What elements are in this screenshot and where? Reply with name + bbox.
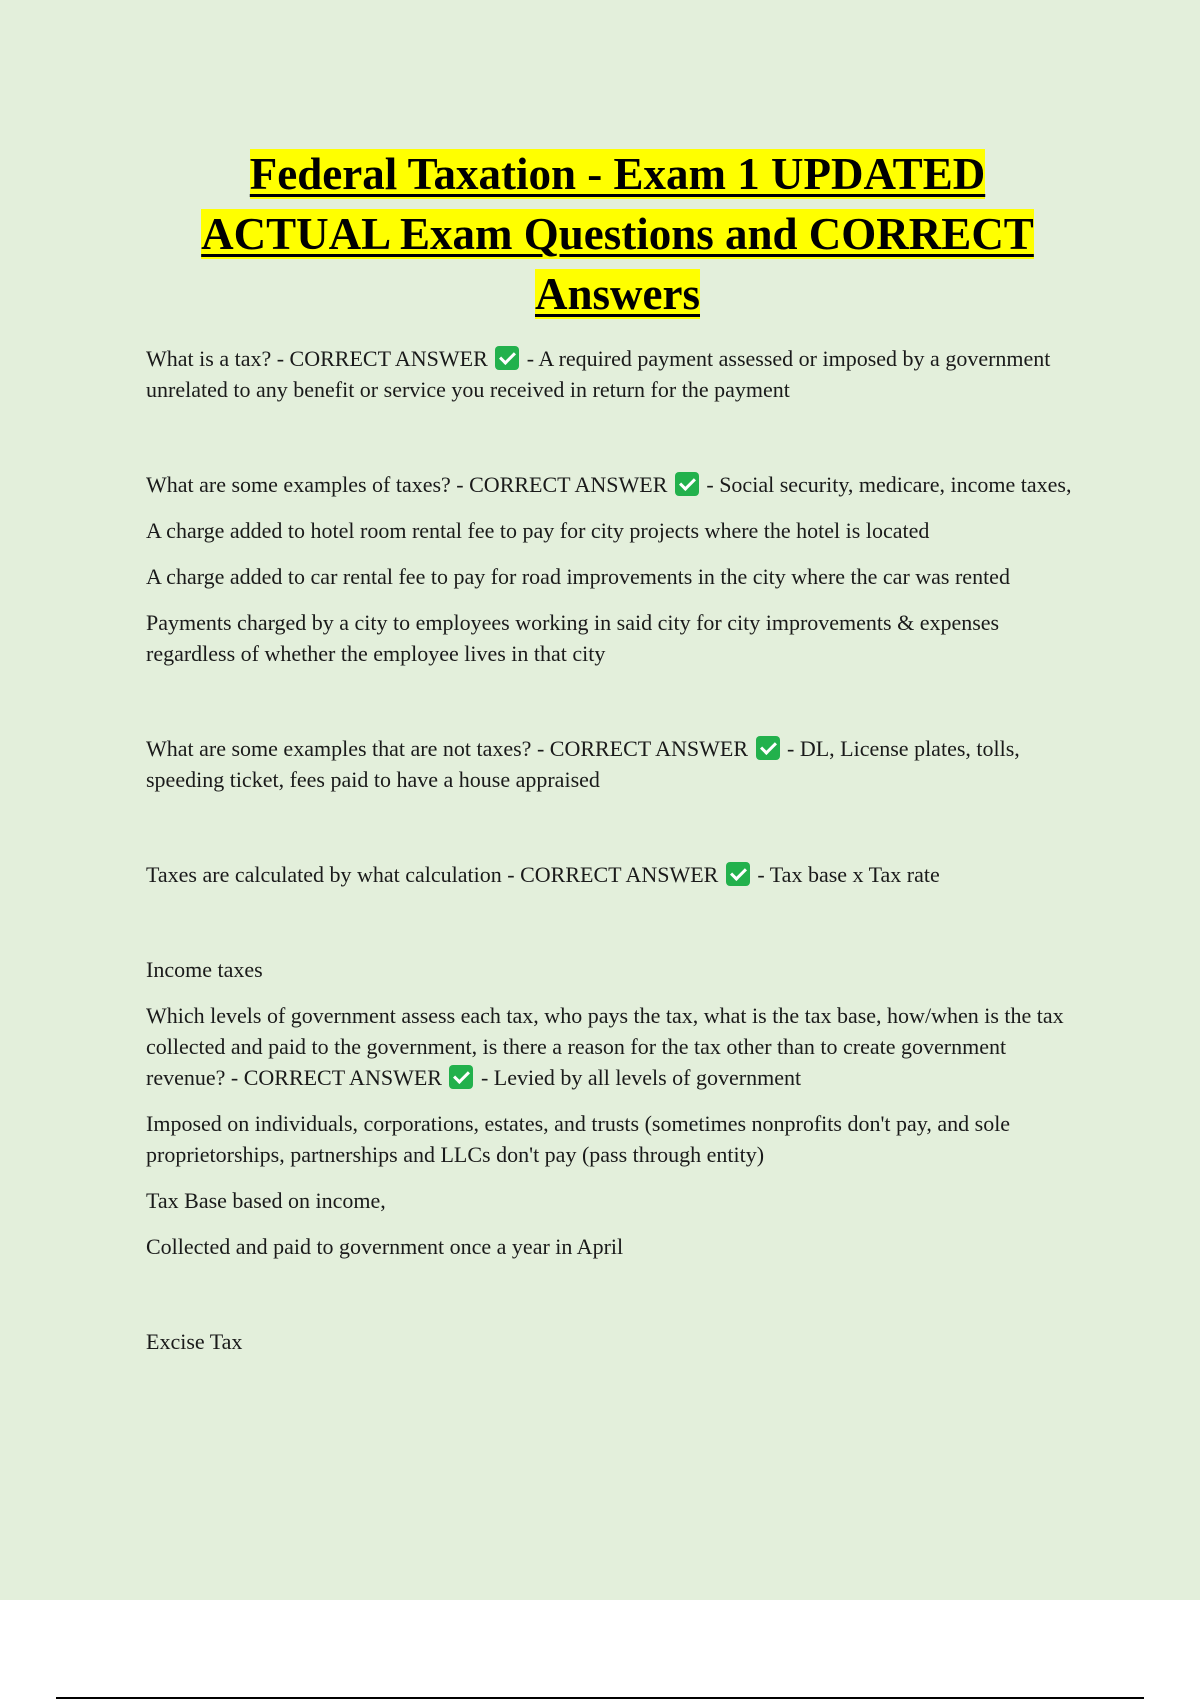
answer-paragraph: Payments charged by a city to employees working in said city for city improvements & expenses regardless of whether the employee lives in that city — [146, 610, 1000, 666]
section-heading: Excise Tax — [146, 1329, 243, 1354]
question-text: What is a tax? - CORRECT ANSWER — [146, 346, 488, 371]
footer-divider — [56, 1697, 1144, 1699]
document-body — [146, 343, 1086, 1357]
qa-item — [146, 733, 1086, 795]
qa-item — [146, 469, 1086, 500]
qa-item — [146, 343, 1086, 405]
check-icon — [756, 736, 780, 760]
answer-text: - Tax base x Tax rate — [757, 862, 940, 887]
answer-paragraph: Tax Base based on income, — [146, 1188, 386, 1213]
answer-paragraph: A charge added to car rental fee to pay for road improvements in the city where the car was rented — [146, 564, 1010, 589]
check-icon — [675, 472, 699, 496]
answer-text: - Social security, medicare, income taxes, — [706, 472, 1072, 497]
answer-paragraph: Imposed on individuals, corporations, estates, and trusts (sometimes nonprofits don't pay, and sole proprietorships, partnerships and LLCs don't pay (pass through entity) — [146, 1111, 1011, 1167]
answer-text: - A required payment assessed or imposed by a government unrelated to any benefit or service you received in return for the payment — [146, 346, 1051, 402]
qa-item — [146, 859, 1086, 890]
answer-paragraph: Collected and paid to government once a year in April — [146, 1234, 624, 1259]
title-line-2: ACTUAL Exam Questions and CORRECT — [201, 209, 1034, 259]
check-icon — [495, 346, 519, 370]
check-icon — [449, 1065, 473, 1089]
question-text: What are some examples that are not taxes? - CORRECT ANSWER — [146, 736, 749, 761]
document-title — [130, 144, 1105, 324]
check-icon — [726, 862, 750, 886]
question-text: What are some examples of taxes? - CORRECT ANSWER — [146, 472, 668, 497]
question-text: Taxes are calculated by what calculation - CORRECT ANSWER — [146, 862, 719, 887]
answer-text: - DL, License plates, tolls, speeding ticket, fees paid to have a house appraised — [146, 736, 1020, 792]
qa-item — [146, 1000, 1086, 1093]
answer-text: - Levied by all levels of government — [480, 1065, 802, 1090]
section-heading: Income taxes — [146, 957, 263, 982]
title-line-1: Federal Taxation - Exam 1 UPDATED — [249, 149, 986, 199]
answer-paragraph: A charge added to hotel room rental fee to pay for city projects where the hotel is located — [146, 518, 930, 543]
question-text: Which levels of government assess each tax, who pays the tax, what is the tax base, how/when is the tax collected and paid to the government, is there a reason for the tax other than to create government revenue? - CORRECT ANSWER — [146, 1003, 1064, 1090]
title-line-3: Answers — [535, 269, 700, 319]
